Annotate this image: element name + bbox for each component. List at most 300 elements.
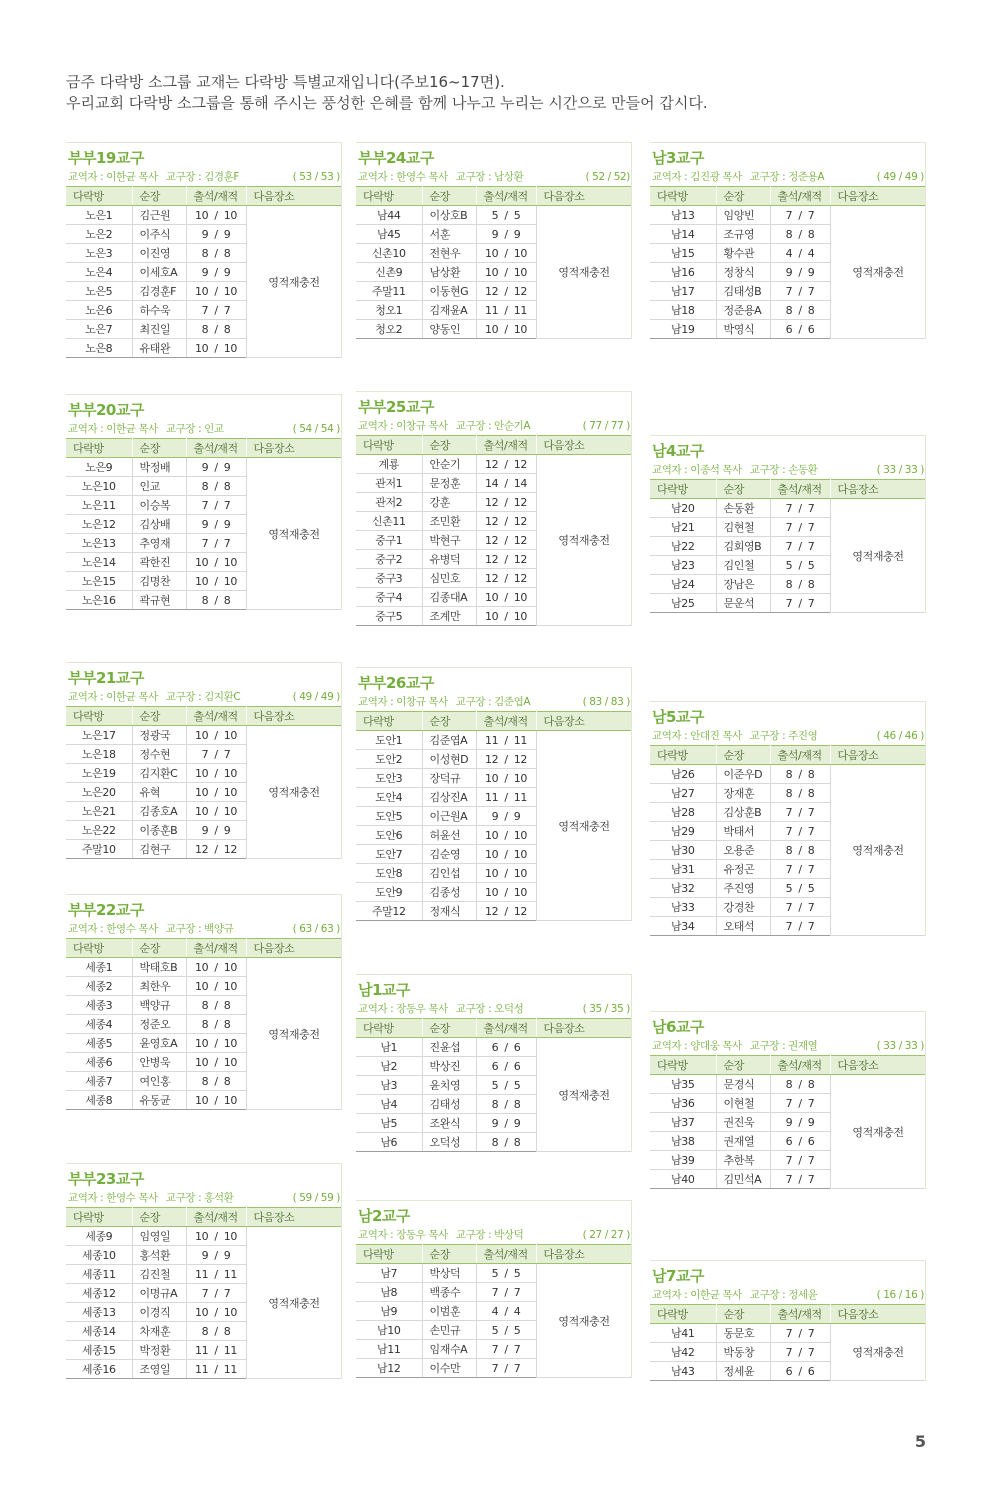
room-name: 계룡 xyxy=(356,455,422,474)
group-table xyxy=(66,186,342,358)
pastor-label: 교역자 : 한영수 목사 xyxy=(358,171,448,183)
room-name: 남18 xyxy=(650,301,716,320)
attendance-total: ( 52 / 52) xyxy=(585,171,630,183)
room-name: 남23 xyxy=(650,556,716,575)
attendance-total: ( 63 / 63 ) xyxy=(292,923,340,935)
attendance-ratio: 12 / 12 xyxy=(476,550,536,569)
group-section xyxy=(650,435,926,613)
column-header: 출석/재적 xyxy=(770,1056,830,1075)
room-name: 세종11 xyxy=(66,1265,132,1284)
group-section xyxy=(650,1011,926,1189)
attendance-ratio: 10 / 10 xyxy=(186,802,246,821)
table-row xyxy=(356,1038,632,1057)
room-name: 남7 xyxy=(356,1264,422,1283)
leader-name: 김명찬 xyxy=(132,572,186,591)
room-name: 주말10 xyxy=(66,840,132,859)
column-header: 출석/재적 xyxy=(770,480,830,499)
column-header: 순장 xyxy=(132,939,186,958)
group-table xyxy=(66,706,342,859)
attendance-ratio: 9 / 9 xyxy=(186,263,246,282)
leader-name: 차재훈 xyxy=(132,1322,186,1341)
next-place: 영적재충전 xyxy=(246,458,342,610)
room-name: 세종8 xyxy=(66,1091,132,1110)
room-name: 도안7 xyxy=(356,845,422,864)
room-name: 남42 xyxy=(650,1343,716,1362)
leader-name: 전현우 xyxy=(422,244,476,263)
attendance-ratio: 10 / 10 xyxy=(186,339,246,358)
column-header: 다락방 xyxy=(66,187,132,206)
next-place: 영적재충전 xyxy=(830,765,926,936)
group-section xyxy=(650,1260,926,1381)
column-header: 다락방 xyxy=(650,746,716,765)
attendance-ratio: 10 / 10 xyxy=(476,845,536,864)
table-header-row xyxy=(650,187,926,206)
room-name: 노은20 xyxy=(66,783,132,802)
attendance-ratio: 7 / 7 xyxy=(186,496,246,515)
leader-label: 교구장 : 김경훈F xyxy=(165,171,240,183)
leader-name: 오태석 xyxy=(716,917,770,936)
column-header: 다음장소 xyxy=(830,480,926,499)
column-header: 순장 xyxy=(422,712,476,731)
room-name: 남30 xyxy=(650,841,716,860)
leader-name: 조계만 xyxy=(422,607,476,626)
next-place: 영적재충전 xyxy=(830,206,926,339)
pastor-label: 교역자 : 한영수 목사 xyxy=(68,923,158,935)
leader-name: 문경식 xyxy=(716,1075,770,1094)
leader-name: 주진영 xyxy=(716,879,770,898)
leader-name: 오덕성 xyxy=(422,1133,476,1152)
room-name: 세종6 xyxy=(66,1053,132,1072)
table-row xyxy=(650,499,926,518)
room-name: 남9 xyxy=(356,1302,422,1321)
attendance-ratio: 11 / 11 xyxy=(186,1341,246,1360)
group-table xyxy=(650,1304,926,1381)
next-place: 영적재충전 xyxy=(536,206,632,339)
leader-name: 동문호 xyxy=(716,1324,770,1343)
leader-label: 교구장 : 오덕성 xyxy=(455,1003,524,1015)
attendance-total: ( 53 / 53 ) xyxy=(292,171,340,183)
attendance-ratio: 7 / 7 xyxy=(186,1284,246,1303)
leader-label: 교구장 : 손동환 xyxy=(749,464,818,476)
attendance-total: ( 46 / 46 ) xyxy=(876,730,924,742)
leader-name: 강훈 xyxy=(422,493,476,512)
leader-name: 문정훈 xyxy=(422,474,476,493)
leader-name: 정재식 xyxy=(422,902,476,921)
group-info xyxy=(66,920,342,938)
attendance-ratio: 8 / 8 xyxy=(186,320,246,339)
room-name: 남8 xyxy=(356,1283,422,1302)
table-row xyxy=(356,1264,632,1283)
next-place: 영적재충전 xyxy=(246,1227,342,1379)
attendance-ratio: 9 / 9 xyxy=(476,1114,536,1133)
room-name: 도안6 xyxy=(356,826,422,845)
room-name: 남5 xyxy=(356,1114,422,1133)
room-name: 주말12 xyxy=(356,902,422,921)
leader-name: 오용준 xyxy=(716,841,770,860)
group-info xyxy=(356,693,632,711)
attendance-ratio: 11 / 11 xyxy=(186,1265,246,1284)
leader-name: 김상훈B xyxy=(716,803,770,822)
table-row xyxy=(356,455,632,474)
attendance-total: ( 77 / 77 ) xyxy=(582,420,630,432)
room-name: 중구2 xyxy=(356,550,422,569)
leader-name: 김순영 xyxy=(422,845,476,864)
attendance-ratio: 7 / 7 xyxy=(770,1324,830,1343)
column-header: 출석/재적 xyxy=(186,1208,246,1227)
pastor-label: 교역자 : 안대진 목사 xyxy=(652,730,742,742)
leader-label: 교구장 : 정세윤 xyxy=(749,1289,818,1301)
room-name: 도안4 xyxy=(356,788,422,807)
leader-name: 추영재 xyxy=(132,534,186,553)
leader-name: 유동균 xyxy=(132,1091,186,1110)
leader-name: 박태호B xyxy=(132,958,186,977)
leader-label: 교구장 : 김준엽A xyxy=(455,696,531,708)
room-name: 주말11 xyxy=(356,282,422,301)
column-header: 다락방 xyxy=(356,712,422,731)
attendance-ratio: 11 / 11 xyxy=(476,788,536,807)
leader-label: 교구장 : 정준용A xyxy=(749,171,825,183)
leader-name: 김상진A xyxy=(422,788,476,807)
attendance-ratio: 6 / 6 xyxy=(770,320,830,339)
room-name: 남20 xyxy=(650,499,716,518)
group-section xyxy=(356,391,632,626)
table-header-row xyxy=(356,1245,632,1264)
room-name: 세종2 xyxy=(66,977,132,996)
leader-name: 이현철 xyxy=(716,1094,770,1113)
next-place: 영적재충전 xyxy=(246,726,342,859)
attendance-ratio: 10 / 10 xyxy=(186,1091,246,1110)
room-name: 남36 xyxy=(650,1094,716,1113)
leader-name: 임재수A xyxy=(422,1340,476,1359)
attendance-ratio: 8 / 8 xyxy=(186,996,246,1015)
attendance-ratio: 6 / 6 xyxy=(770,1362,830,1381)
attendance-ratio: 7 / 7 xyxy=(186,534,246,553)
attendance-ratio: 8 / 8 xyxy=(770,765,830,784)
leader-name: 인교 xyxy=(132,477,186,496)
leader-name: 조완식 xyxy=(422,1114,476,1133)
attendance-total: ( 33 / 33 ) xyxy=(876,1040,924,1052)
leader-name: 손민규 xyxy=(422,1321,476,1340)
group-title: 부부19교구 xyxy=(68,149,144,167)
attendance-ratio: 7 / 7 xyxy=(770,594,830,613)
leader-label: 교구장 : 주진영 xyxy=(749,730,818,742)
room-name: 중구1 xyxy=(356,531,422,550)
attendance-ratio: 10 / 10 xyxy=(186,726,246,745)
attendance-ratio: 7 / 7 xyxy=(476,1359,536,1378)
room-name: 노은9 xyxy=(66,458,132,477)
leader-name: 허윤선 xyxy=(422,826,476,845)
room-name: 남37 xyxy=(650,1113,716,1132)
column-header: 다음장소 xyxy=(536,436,632,455)
next-place: 영적재충전 xyxy=(536,1264,632,1378)
pastor-label: 교역자 : 이한균 목사 xyxy=(68,691,158,703)
group-info xyxy=(356,1000,632,1018)
column-header: 다음장소 xyxy=(536,1245,632,1264)
room-name: 남45 xyxy=(356,225,422,244)
column-header: 순장 xyxy=(422,1245,476,1264)
table-row xyxy=(650,206,926,225)
group-title: 부부22교구 xyxy=(68,901,144,919)
group-table xyxy=(650,186,926,339)
group-info xyxy=(66,420,342,438)
leader-name: 김지환C xyxy=(132,764,186,783)
group-table xyxy=(356,1018,632,1152)
room-name: 남11 xyxy=(356,1340,422,1359)
next-place: 영적재충전 xyxy=(536,1038,632,1152)
attendance-ratio: 7 / 7 xyxy=(770,860,830,879)
leader-name: 정세윤 xyxy=(716,1362,770,1381)
group-section xyxy=(66,662,342,859)
group-table xyxy=(356,1244,632,1378)
leader-name: 조영일 xyxy=(132,1360,186,1379)
group-info xyxy=(650,727,926,745)
leader-name: 최한우 xyxy=(132,977,186,996)
attendance-ratio: 5 / 5 xyxy=(476,1264,536,1283)
pastor-label: 교역자 : 이창규 목사 xyxy=(358,696,448,708)
room-name: 남28 xyxy=(650,803,716,822)
leader-name: 추한복 xyxy=(716,1151,770,1170)
room-name: 남25 xyxy=(650,594,716,613)
leader-name: 이동현G xyxy=(422,282,476,301)
attendance-ratio: 5 / 5 xyxy=(476,1321,536,1340)
room-name: 남19 xyxy=(650,320,716,339)
table-row xyxy=(356,206,632,225)
attendance-ratio: 9 / 9 xyxy=(770,263,830,282)
leader-name: 진윤섭 xyxy=(422,1038,476,1057)
table-row xyxy=(66,958,342,977)
attendance-ratio: 7 / 7 xyxy=(770,499,830,518)
room-name: 남44 xyxy=(356,206,422,225)
room-name: 남13 xyxy=(650,206,716,225)
attendance-ratio: 14 / 14 xyxy=(476,474,536,493)
attendance-ratio: 10 / 10 xyxy=(186,764,246,783)
attendance-ratio: 9 / 9 xyxy=(186,225,246,244)
attendance-ratio: 8 / 8 xyxy=(186,1015,246,1034)
next-place: 영적재충전 xyxy=(536,731,632,921)
column-header: 출석/재적 xyxy=(770,1305,830,1324)
column-header: 다락방 xyxy=(650,480,716,499)
leader-name: 박현구 xyxy=(422,531,476,550)
attendance-ratio: 7 / 7 xyxy=(770,206,830,225)
column-header: 순장 xyxy=(716,1305,770,1324)
intro-text xyxy=(66,72,708,114)
leader-name: 이근원A xyxy=(422,807,476,826)
column-header: 순장 xyxy=(132,1208,186,1227)
column-header: 출석/재적 xyxy=(770,187,830,206)
table-header-row xyxy=(66,187,342,206)
group-title: 남1교구 xyxy=(358,981,410,999)
room-name: 노은16 xyxy=(66,591,132,610)
room-name: 세종9 xyxy=(66,1227,132,1246)
column-header: 다락방 xyxy=(356,1245,422,1264)
attendance-ratio: 5 / 5 xyxy=(476,1076,536,1095)
pastor-label: 교역자 : 이한균 목사 xyxy=(652,1289,742,1301)
attendance-ratio: 12 / 12 xyxy=(476,282,536,301)
leader-name: 안병욱 xyxy=(132,1053,186,1072)
attendance-ratio: 8 / 8 xyxy=(770,301,830,320)
table-header-row xyxy=(356,1019,632,1038)
leader-name: 이명규A xyxy=(132,1284,186,1303)
leader-name: 윤영호A xyxy=(132,1034,186,1053)
room-name: 남41 xyxy=(650,1324,716,1343)
room-name: 세종5 xyxy=(66,1034,132,1053)
attendance-ratio: 7 / 7 xyxy=(186,745,246,764)
leader-name: 하수욱 xyxy=(132,301,186,320)
intro-line-2: 우리교회 다락방 소그룹을 통해 주시는 풍성한 은혜를 함께 나누고 누리는 시간으로 만들어 갑시다. xyxy=(66,94,708,112)
room-name: 남1 xyxy=(356,1038,422,1057)
leader-name: 김현구 xyxy=(132,840,186,859)
attendance-ratio: 10 / 10 xyxy=(186,1303,246,1322)
leader-name: 이종훈B xyxy=(132,821,186,840)
leader-name: 손동환 xyxy=(716,499,770,518)
attendance-ratio: 8 / 8 xyxy=(476,1095,536,1114)
leader-name: 이성현D xyxy=(422,750,476,769)
table-header-row xyxy=(356,187,632,206)
group-table xyxy=(650,479,926,613)
attendance-ratio: 7 / 7 xyxy=(770,898,830,917)
attendance-ratio: 10 / 10 xyxy=(476,607,536,626)
room-name: 노은4 xyxy=(66,263,132,282)
room-name: 청오2 xyxy=(356,320,422,339)
attendance-ratio: 10 / 10 xyxy=(186,1227,246,1246)
leader-name: 홍석환 xyxy=(132,1246,186,1265)
room-name: 세종15 xyxy=(66,1341,132,1360)
column-header: 순장 xyxy=(422,187,476,206)
leader-name: 문운석 xyxy=(716,594,770,613)
column-header: 다음장소 xyxy=(246,439,342,458)
attendance-ratio: 10 / 10 xyxy=(476,320,536,339)
intro-line-1: 금주 다락방 소그룹 교재는 다락방 특별교재입니다(주보16~17면). xyxy=(66,73,505,91)
attendance-ratio: 6 / 6 xyxy=(476,1057,536,1076)
attendance-ratio: 12 / 12 xyxy=(186,840,246,859)
column-header: 다락방 xyxy=(66,939,132,958)
column-header: 출석/재적 xyxy=(476,712,536,731)
attendance-ratio: 9 / 9 xyxy=(186,458,246,477)
room-name: 남21 xyxy=(650,518,716,537)
attendance-ratio: 10 / 10 xyxy=(186,1034,246,1053)
attendance-ratio: 4 / 4 xyxy=(770,244,830,263)
leader-name: 이주식 xyxy=(132,225,186,244)
column-header: 다음장소 xyxy=(830,746,926,765)
column-header: 순장 xyxy=(716,746,770,765)
room-name: 관저1 xyxy=(356,474,422,493)
table-row xyxy=(66,726,342,745)
column-header: 다음장소 xyxy=(246,1208,342,1227)
leader-name: 김민석A xyxy=(716,1170,770,1189)
room-name: 남38 xyxy=(650,1132,716,1151)
room-name: 노은3 xyxy=(66,244,132,263)
leader-name: 서훈 xyxy=(422,225,476,244)
table-header-row xyxy=(66,939,342,958)
leader-label: 교구장 : 홍석환 xyxy=(165,1192,234,1204)
leader-name: 김종대A xyxy=(422,588,476,607)
leader-name: 윤치영 xyxy=(422,1076,476,1095)
leader-name: 유혁 xyxy=(132,783,186,802)
leader-name: 곽규현 xyxy=(132,591,186,610)
leader-name: 김인철 xyxy=(716,556,770,575)
group-info xyxy=(650,461,926,479)
room-name: 남24 xyxy=(650,575,716,594)
pastor-label: 교역자 : 이종석 목사 xyxy=(652,464,742,476)
group-title: 부부20교구 xyxy=(68,401,144,419)
leader-name: 여인홍 xyxy=(132,1072,186,1091)
leader-name: 유정곤 xyxy=(716,860,770,879)
attendance-ratio: 7 / 7 xyxy=(770,803,830,822)
column-header: 순장 xyxy=(716,187,770,206)
leader-name: 김태성B xyxy=(716,282,770,301)
group-title: 부부24교구 xyxy=(358,149,434,167)
column-header: 다음장소 xyxy=(536,712,632,731)
leader-name: 이수만 xyxy=(422,1359,476,1378)
room-name: 남2 xyxy=(356,1057,422,1076)
column-header: 출석/재적 xyxy=(476,436,536,455)
group-title: 부부26교구 xyxy=(358,674,434,692)
leader-name: 남상환 xyxy=(422,263,476,282)
room-name: 노은22 xyxy=(66,821,132,840)
leader-label: 교구장 : 권재열 xyxy=(749,1040,818,1052)
column-header: 다락방 xyxy=(650,1305,716,1324)
room-name: 남15 xyxy=(650,244,716,263)
attendance-ratio: 8 / 8 xyxy=(770,784,830,803)
column-header: 다락방 xyxy=(66,439,132,458)
room-name: 노은12 xyxy=(66,515,132,534)
table-header-row xyxy=(650,746,926,765)
room-name: 관저2 xyxy=(356,493,422,512)
attendance-ratio: 10 / 10 xyxy=(476,826,536,845)
leader-name: 심민호 xyxy=(422,569,476,588)
attendance-ratio: 9 / 9 xyxy=(186,515,246,534)
group-info xyxy=(650,168,926,186)
group-section xyxy=(650,142,926,339)
room-name: 남12 xyxy=(356,1359,422,1378)
leader-name: 백종수 xyxy=(422,1283,476,1302)
group-section xyxy=(66,1163,342,1379)
leader-name: 정준오 xyxy=(132,1015,186,1034)
column-header: 순장 xyxy=(716,1056,770,1075)
column-header: 순장 xyxy=(422,436,476,455)
room-name: 청오1 xyxy=(356,301,422,320)
room-name: 세종1 xyxy=(66,958,132,977)
leader-name: 김상배 xyxy=(132,515,186,534)
group-table xyxy=(650,745,926,936)
attendance-ratio: 11 / 11 xyxy=(186,1360,246,1379)
room-name: 남27 xyxy=(650,784,716,803)
room-name: 세종14 xyxy=(66,1322,132,1341)
attendance-ratio: 7 / 7 xyxy=(770,537,830,556)
leader-name: 김회영B xyxy=(716,537,770,556)
attendance-ratio: 12 / 12 xyxy=(476,531,536,550)
leader-name: 곽한진 xyxy=(132,553,186,572)
room-name: 남14 xyxy=(650,225,716,244)
column-header: 순장 xyxy=(716,480,770,499)
leader-name: 김재윤A xyxy=(422,301,476,320)
attendance-ratio: 7 / 7 xyxy=(770,1094,830,1113)
attendance-ratio: 6 / 6 xyxy=(476,1038,536,1057)
group-table xyxy=(650,1055,926,1189)
attendance-ratio: 11 / 11 xyxy=(476,301,536,320)
column-header: 다락방 xyxy=(650,187,716,206)
attendance-ratio: 8 / 8 xyxy=(770,225,830,244)
group-info xyxy=(66,168,342,186)
leader-name: 이진영 xyxy=(132,244,186,263)
room-name: 노은1 xyxy=(66,206,132,225)
column-header: 다락방 xyxy=(66,707,132,726)
table-row xyxy=(66,1227,342,1246)
column-header: 순장 xyxy=(132,707,186,726)
room-name: 신촌9 xyxy=(356,263,422,282)
room-name: 남43 xyxy=(650,1362,716,1381)
column-header: 다락방 xyxy=(356,1019,422,1038)
